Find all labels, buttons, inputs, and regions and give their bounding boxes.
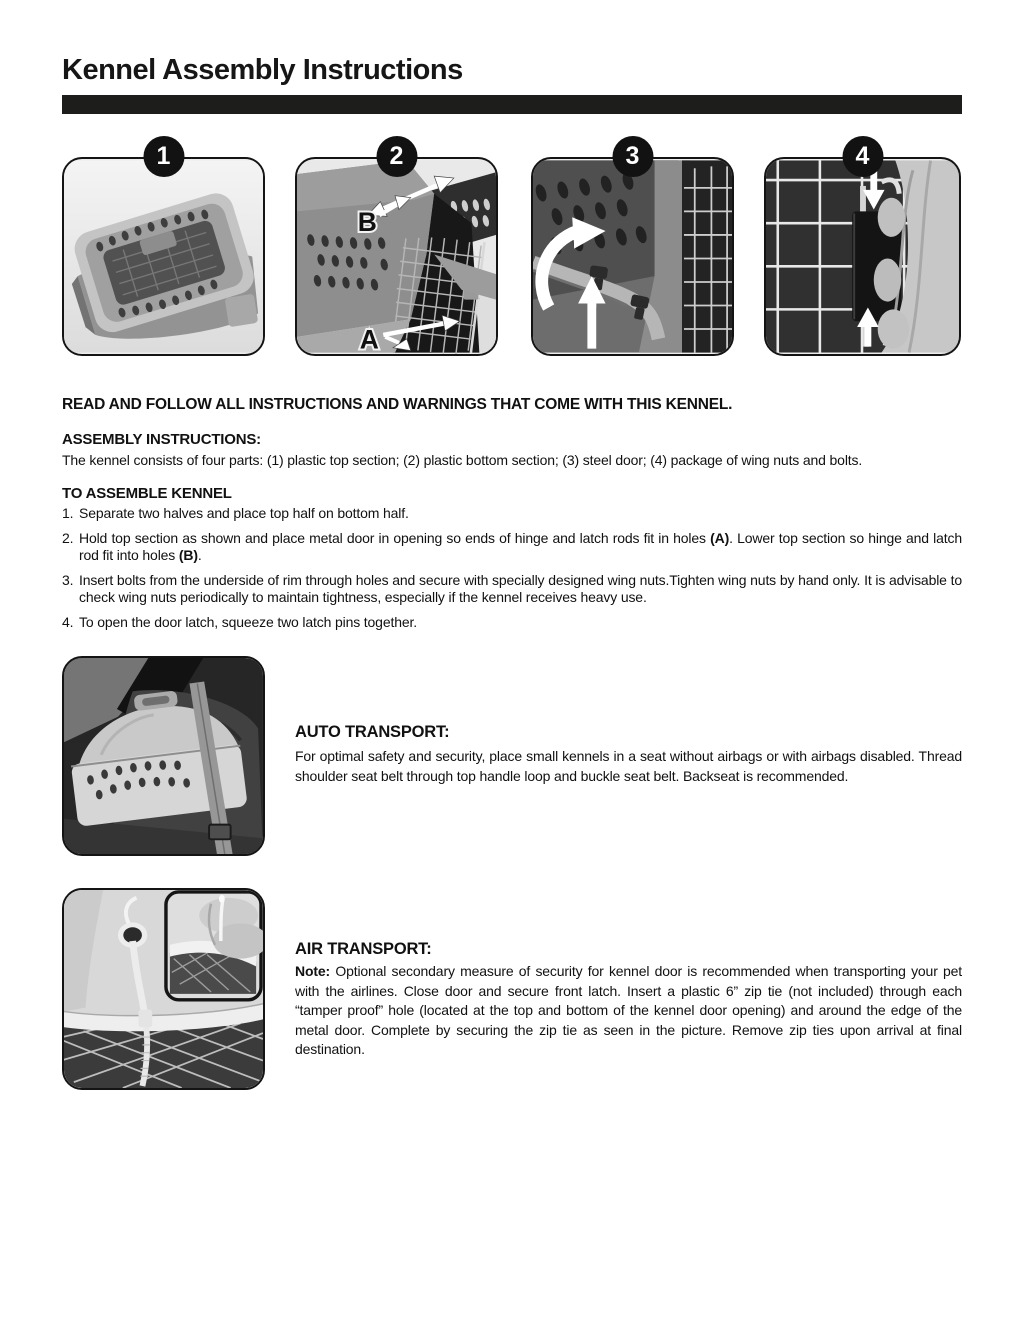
step-text: . Lower top section so hinge and latch rod fit into holes xyxy=(79,530,962,563)
assembly-instructions-heading: ASSEMBLY INSTRUCTIONS: xyxy=(62,431,261,448)
assembly-step-1 xyxy=(62,505,962,522)
figure-step-3-photo xyxy=(531,157,734,356)
step-text: Insert bolts from the underside of rim through holes and secure with specially designed wing nuts.Tighten wing nuts by hand only. It is advisable to check wing nuts periodically to maintain tightness, especially if the kennel receives heavy use. xyxy=(79,572,962,605)
figure-step-4-photo xyxy=(764,157,961,356)
assembly-step-2 xyxy=(62,530,962,564)
title-divider-bar xyxy=(62,95,962,114)
auto-transport-body: For optimal safety and security, place small kennels in a seat without airbags or with airbags disabled. Thread shoulder seat belt through top handle loop and buckle seat belt. Backseat is recommended. xyxy=(295,748,962,784)
step-text: To open the door latch, squeeze two latch pins together. xyxy=(79,614,417,630)
inset-photo xyxy=(166,892,263,1000)
figure-step-3 xyxy=(531,142,734,356)
assembly-steps-list xyxy=(62,505,962,639)
figure-step-4 xyxy=(764,142,961,356)
kennel-in-car-seat-image xyxy=(64,658,263,854)
assembly-instructions-body: The kennel consists of four parts: (1) plastic top section; (2) plastic bottom section; (3) steel door; (4) package of wing nuts and bolts. xyxy=(62,452,863,468)
step-badge-4: 4 xyxy=(842,136,883,177)
air-transport-note-text: Optional secondary measure of security for kennel door is recommended when transporting your pet with the airlines. Close door and secure front latch. Insert a plastic 6” zip tie (not included) through each “tamper proof” hole (located at the top and bottom of the kennel door opening) and around the edge of the metal door. Complete by securing the zip tie as seen in the picture. Remove zip ties upon arrival at final destination. xyxy=(295,963,962,1057)
latch-rod-into-rim-image xyxy=(533,159,732,354)
figure-step-1-photo xyxy=(62,157,265,356)
hole-label-b: B xyxy=(357,207,377,238)
step-badge-3: 3 xyxy=(612,136,653,177)
air-transport-photo xyxy=(62,888,265,1090)
step-badge-1: 1 xyxy=(143,136,184,177)
hole-label-a: A xyxy=(359,324,379,354)
step-text: Separate two halves and place top half on bottom half. xyxy=(79,505,409,521)
assembly-step-3 xyxy=(62,572,962,606)
hole-ref-a: (A) xyxy=(710,530,730,546)
air-transport-body xyxy=(295,962,962,1060)
assembly-step-4 xyxy=(62,614,962,631)
step-text: Hold top section as shown and place metal door in opening so ends of hinge and latch rods fit in holes xyxy=(79,530,711,546)
note-label: Note: xyxy=(295,963,331,979)
kennel-halves-stacked-image xyxy=(64,159,263,354)
step-number: 4. xyxy=(62,614,74,630)
auto-transport-heading: AUTO TRANSPORT: xyxy=(295,723,450,741)
zip-tie-security-image xyxy=(64,890,263,1088)
hole-ref-b: (B) xyxy=(178,547,198,563)
step-text: . xyxy=(197,547,202,563)
auto-transport-figure xyxy=(62,656,265,856)
squeeze-latch-pins-image xyxy=(766,159,959,354)
page-title: Kennel Assembly Instructions xyxy=(62,54,463,86)
door-into-opening-image xyxy=(297,159,496,354)
air-transport-heading: AIR TRANSPORT: xyxy=(295,940,432,958)
step-number: 3. xyxy=(62,572,74,588)
figure-step-1 xyxy=(62,142,265,356)
figure-step-2 xyxy=(295,142,498,356)
warning-heading: READ AND FOLLOW ALL INSTRUCTIONS AND WARNINGS THAT COME WITH THIS KENNEL. xyxy=(62,396,733,413)
step-number: 2. xyxy=(62,530,74,546)
figure-step-2-photo xyxy=(295,157,498,356)
air-transport-figure xyxy=(62,888,265,1090)
to-assemble-heading: TO ASSEMBLE KENNEL xyxy=(62,485,232,502)
step-badge-2: 2 xyxy=(376,136,417,177)
auto-transport-photo xyxy=(62,656,265,856)
step-number: 1. xyxy=(62,505,74,521)
